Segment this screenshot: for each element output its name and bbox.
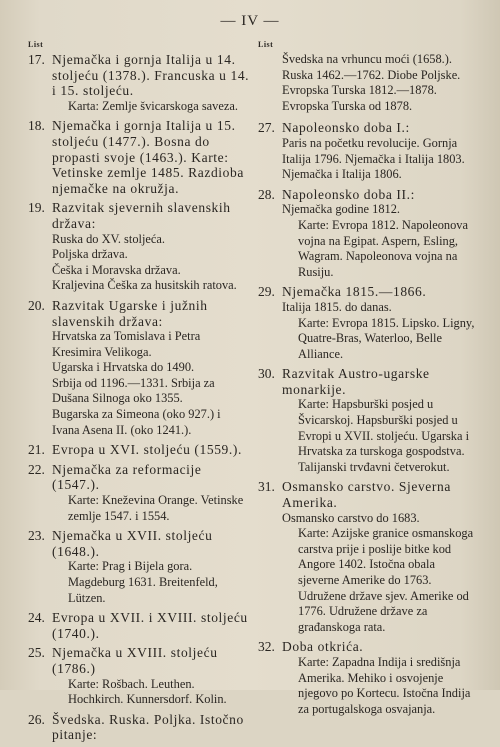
entry-number: 30. [258, 366, 275, 382]
entry-title: Osmansko carstvo. Sjeverna Amerika. [282, 479, 451, 511]
entry-number: 24. [28, 610, 45, 626]
entry-line: Karte: Kneževina Orange. Vetinske zemlje 1547. i 1554. [68, 493, 244, 523]
list-entry [28, 645, 250, 707]
entry-body [282, 366, 478, 475]
entry-number: 23. [28, 528, 45, 544]
right-column [258, 40, 478, 721]
list-entry [28, 610, 250, 641]
entry-line: Paris na početku revolucije. Gornja Italija 1796. Njemačka i Italija 1803. Njemačka i Italija 1806. [282, 135, 465, 182]
right-entry-list [258, 120, 478, 717]
entry-line: Njemačka godine 1812. [282, 202, 401, 217]
entry-title: Doba otkrića. [282, 639, 364, 655]
entry-title: Njemačka u XVII. stoljeću (1648.). [52, 528, 213, 559]
list-entry [28, 200, 250, 294]
entry-line: Bugarska za Simeona (oko 927.) i Ivana Asena II. (oko 1241.). [52, 407, 221, 437]
entry-line: Poljska država. [52, 247, 128, 262]
list-entry [28, 442, 250, 458]
entry-title: Njemačka i gornja Italija u 15. stoljeću (1477.). Bosna do propasti svoje (1463.). Karte: Vetinske zemlje 1485. Razdioba njemačke na okružja. [52, 118, 244, 196]
entry-title: Razvitak Ugarske i južnih slavenskih država: [52, 297, 208, 329]
entry-title: Švedska. Ruska. Poljka. Istočno pitanje: [52, 711, 244, 743]
entry-line: Ruska do XV. stoljeća. [52, 231, 165, 246]
entry-body [52, 298, 250, 438]
entry-body [52, 442, 250, 458]
list-entry [258, 284, 478, 362]
entry-title: Njemačka 1815.—1866. [282, 284, 427, 300]
entry-body [282, 187, 478, 281]
entry-title: Evropa u XVI. stoljeću (1559.). [52, 442, 242, 458]
entry-number: 26. [28, 711, 45, 727]
entry-number: 19. [28, 200, 45, 216]
entry-line: Srbija od 1196.—1331. Srbija za Dušana Silnoga oko 1355. [52, 375, 215, 406]
entry-title: Napoleonsko doba II.: [282, 186, 415, 202]
list-entry [258, 366, 478, 475]
entry-body [282, 639, 478, 717]
entry-title: Razvitak Austro-ugarske monarkije. [282, 366, 430, 397]
entry-line: Karte: Hapsburški posjed u Švicarskoj. Hapsburški posjed u Evropi u XVII. stoljeću. Ugarska i Hrvatska za turskoga gospodstva. Talijanski trvđavni četverokut. [298, 397, 470, 474]
entry-title: Njemačka za reformacije (1547.). [52, 461, 202, 493]
entry-line: Karte: Zapadna Indija i središnja Amerika. Mehiko i osvojenje njegovo po Kortecu. Istočna Indija za portugalskoga osvajanja. [298, 654, 471, 716]
list-entry [258, 639, 478, 717]
entry-body [52, 528, 250, 606]
list-entry [258, 120, 478, 182]
continuation-line: Ruska 1462.—1762. Diobe Poljske. [282, 67, 461, 82]
entry-body [52, 52, 250, 114]
entry-body [52, 462, 250, 524]
entry-line: Češka i Moravska država. [52, 262, 181, 277]
entry-body [52, 200, 250, 294]
page-header: — IV — [220, 13, 280, 29]
entry-body [52, 712, 250, 743]
entry-line: Karta: Zemlje švicarskoga saveza. [68, 98, 238, 113]
continuation-line: Evropska Turska 1812.—1878. Evropska Turska od 1878. [282, 83, 437, 113]
entry-number: 27. [258, 120, 275, 136]
entry-number: 31. [258, 479, 275, 495]
entry-body [52, 118, 250, 196]
entry-number: 21. [28, 442, 45, 458]
entry-number: 22. [28, 461, 45, 477]
entry-line: Kraljevina Češka za husitskih ratova. [52, 278, 237, 293]
entry-body [282, 120, 478, 182]
entry-number: 25. [28, 645, 45, 661]
entry-line: Ugarska i Hrvatska do 1490. [52, 360, 195, 375]
entry-title: Napoleonsko doba I.: [282, 120, 410, 136]
entry-number: 20. [28, 297, 45, 313]
entry-line: Karte: Evropa 1812. Napoleonova vojna na Egipat. Aspern, Esling, Wagram. Napoleonova vojna na Rusiju. [298, 217, 468, 279]
left-column [28, 40, 250, 747]
entry-number: 17. [28, 52, 45, 67]
entry-title: Njemačka i gornja Italija u 14. stoljeću (1378.). Francuska u 14. i 15. stoljeću. [52, 52, 250, 99]
continuation-block [282, 52, 478, 114]
list-entry [258, 479, 478, 635]
entry-line: Karte: Azijske granice osmanskoga carstva prije i poslije bitke kod Angore 1402. Istočna obala sjeverne Amerike do 1763. Udružene države sjev. Amerike od 1776. Udružene države za građanskoga rata. [298, 526, 474, 634]
left-entry-list [28, 52, 250, 743]
entry-number: 18. [28, 118, 45, 134]
list-entry [28, 52, 250, 114]
entry-title: Razvitak sjevernih slavenskih država: [52, 200, 231, 231]
list-entry [28, 712, 250, 743]
entry-line: Karte: Evropa 1815. Lipsko. Ligny, Quatre-Bras, Waterloo, Belle Alliance. [298, 315, 475, 361]
entry-line: Italija 1815. do danas. [282, 299, 392, 314]
entry-body [282, 284, 478, 362]
entry-title: Evropa u XVII. i XVIII. stoljeću (1740.). [52, 610, 248, 641]
entry-number: 29. [258, 284, 275, 300]
entry-body [282, 479, 478, 635]
entry-body [52, 645, 250, 707]
entry-line: Karte: Rošbach. Leuthen. Hochkirch. Kunnersdorf. Kolin. [68, 676, 227, 707]
entry-number: 32. [258, 639, 275, 655]
list-entry [28, 528, 250, 606]
list-entry [28, 118, 250, 196]
entry-line: Hrvatska za Tomislava i Petra Kresimira Velikoga. [52, 329, 201, 359]
list-entry [28, 462, 250, 524]
continuation-line: Švedska na vrhuncu moći (1658.). [282, 52, 452, 66]
list-column-label: List [258, 40, 274, 49]
list-entry [258, 187, 478, 281]
entry-line: Osmansko carstvo do 1683. [282, 510, 420, 525]
entry-line: Karte: Prag i Bijela gora. Magdeburg 1631. Breitenfeld, Lützen. [68, 559, 218, 605]
entry-title: Njemačka u XVIII. stoljeću (1786.) [52, 645, 218, 676]
list-column-label: List [28, 40, 44, 49]
entry-number: 28. [258, 186, 275, 202]
entry-body [52, 610, 250, 641]
list-entry [28, 298, 250, 438]
